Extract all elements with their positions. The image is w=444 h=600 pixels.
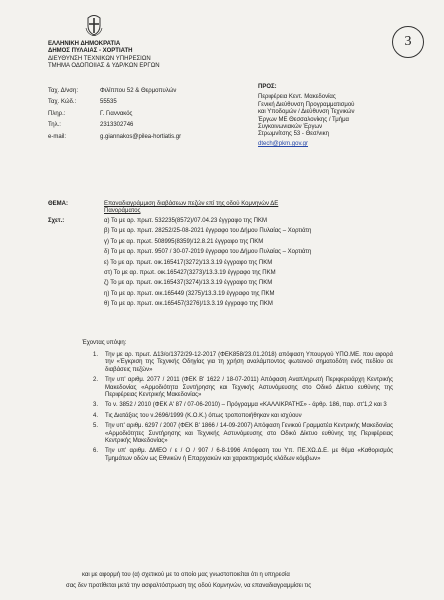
ref-item: ε) Το με αρ. πρωτ. οικ.165417(3272)/13.3.19 έγγραφο της ΠΚΜ (104, 259, 273, 266)
recipient-line: Στρωμνίτσης 53 - Θεσ/νικη (258, 131, 329, 138)
recipient-block (258, 84, 354, 148)
closing-line: σας δεν προτίθεται μετά την ασφαλτόστρωση της οδού Κομνηνών, να επαναδιαγραμμίσει τις (66, 583, 312, 590)
considering-item: 6. Την υπ' αριθμ. ΔΜΕΟ / ε / Ο / 907 / 6-8-1996 Απόφαση του Υπ. ΠΕ.ΧΩ.Δ.Ε. με θέμα «Καθορισμός Τμημάτων οδών ως Εθνικών ή Επαρχιακών και χαρακτηρισμός κλάδων κόμβων» (93, 448, 393, 462)
recipient-line: Περιφέρεια Κεντ. Μακεδονίας (258, 94, 336, 101)
closing-paragraph (66, 572, 396, 591)
considering-item: 5. Την υπ' αριθμ. 6297 / 2007 (ΦΕΚ Β' 1866 / 14-09-2007) Απόφαση Γενικού Γραμματέα Κεντρικής Μακεδονίας «Αρμοδιότητες Συντήρησης και Τεχνικής Αστυνόμευσης στο Οδικό Δίκτυο ευθύνης της Περιφέρειας Κεντρικής Μακεδονίας» (93, 423, 393, 445)
org-line: ΕΛΛΗΝΙΚΗ ΔΗΜΟΚΡΑΤΙΑ (48, 41, 121, 47)
recipient-line: Γενική Διεύθυνση Προγραμματισμού (258, 101, 355, 108)
contact-label: Τηλ.: (48, 122, 61, 129)
org-line: ΔΗΜΟΣ ΠΥΛΑΙΑΣ - ΧΟΡΤΙΑΤΗ (48, 48, 133, 55)
considering-item: 1. Την με αρ. πρωτ. Δ13/ο/1372/29-12-2017 (ΦΕΚ858/23.01.2018) απόφαση Υπουργού ΥΠΟ.ΜΕ. που αφορά την «Έγκριση της Τεχνικής Οδηγίας για τη χρήση αναλάμποντος φωτεινού σηματοδότη ενός πεδίου σε διαβάσεις πεζών» (93, 352, 393, 373)
ref-item: γ) Το με αρ. πρωτ. 508995(8359)/12.8.21 έγγραφο της ΠΚΜ (104, 238, 264, 245)
contact-value: Γ. Γιαννακός (100, 110, 133, 117)
recipient-line: Έργων ΜΕ Θεσσαλονίκης / Τμήμα (258, 116, 349, 123)
ref-item: β) Το με αρ. πρωτ. 28252/25-08-2021 έγγραφο του Δήμου Πυλαίας – Χορτιάτη (104, 228, 312, 235)
closing-line: και με αφορμή του (α) σχετικού με το οποίο μας γνωστοποιείται ότι η υπηρεσία (82, 572, 290, 578)
contact-block (48, 88, 181, 141)
considering-item: 4. Τις Διατάξεις του ν.2696/1999 (Κ.Ο.Κ.) όπως τροποποιήθηκαν και ισχύουν (93, 412, 302, 419)
recipient-email-link[interactable]: dtech@pkm.gov.gr (258, 140, 309, 147)
ref-item: θ) Το με αρ. πρωτ. οικ.165457(3276)/13.3.19 έγγραφο της ΠΚΜ (104, 301, 273, 308)
contact-label: e-mail: (48, 133, 67, 140)
ref-item: δ) Το με αρ. πρωτ. 9507 / 30-07-2019 έγγραφο του Δήμου Πυλαίας – Χορτιάτη (104, 249, 312, 256)
subject-line: Επαναδιαγράμμιση διαβάσεων πεζών επί της οδού Κομνηνών ΔΕ (104, 201, 279, 207)
contact-label: Πληρ.: (48, 110, 66, 117)
contact-value: 55535 (100, 99, 117, 106)
contact-value: Φιλίππου 52 & Θερμοπυλών (100, 88, 177, 94)
subject-line: Πανοράματος (104, 208, 141, 215)
refs-label: Σχετ.: (48, 218, 65, 224)
contact-value: 2313302746 (100, 122, 134, 129)
considering-item: 2. Την υπ' αριθμ. 2077 / 2011 (ΦΕΚ Β' 1622 / 18-07-2011) Απόφαση Αναπληρωτή Περιφερειάρχη Κεντρικής Μακεδονίας «Αρμοδιότητα Συντήρησης και Τεχνικής Αστυνόμευσης στο Οδικό Δίκτυο ευθύνης της Περιφέρειας Κεντρικής Μακεδονίας» (93, 377, 393, 399)
recipient-heading: ΠΡΟΣ: (258, 84, 277, 90)
subject-text (104, 201, 394, 216)
ref-item: η) Το με αρ. πρωτ. οικ.165449 (3275)/13.3.19 έγγραφο της ΠΚΜ (104, 290, 275, 297)
contact-label: Ταχ. Δ/νση: (48, 88, 79, 94)
greek-emblem-icon (85, 14, 103, 36)
org-line: ΔΙΕΥΘΥΝΣΗ ΤΕΧΝΙΚΩΝ ΥΠΗΡΕΣΙΩΝ (48, 55, 151, 62)
org-header (48, 41, 160, 71)
recipient-line: και Υποδομών / Διεύθυνση Τεχνικών (258, 109, 355, 116)
page-number-mark: 3 (392, 26, 424, 58)
considering-item: 3. Το ν. 3852 / 2010 (ΦΕΚ Α' 87 / 07-06-2010) – Πρόγραμμα «ΚΑΛΛΙΚΡΑΤΗΣ» - άρθρ. 186, παρ. στ'1,2 και 3 (93, 402, 387, 409)
recipient-line: Συγκοινωνιακών Έργων (258, 124, 323, 131)
ref-item: ζ) Το με αρ. πρωτ. οικ.165437(3274)/13.3.19 έγγραφο της ΠΚΜ (104, 280, 273, 287)
refs-list (104, 218, 311, 309)
contact-email[interactable]: g.giannakos@pilea-hortiatis.gr (100, 133, 182, 140)
subject-label: ΘΕΜΑ: (48, 201, 68, 207)
ref-item: στ) Το με αρ. πρωτ. οικ.165427(3273)/13.3.19 έγγραφο της ΠΚΜ (104, 270, 276, 277)
org-line: ΤΜΗΜΑ ΟΔΟΠΟΙΙΑΣ & ΥΔΡ/ΚΩΝ ΕΡΓΩΝ (48, 63, 160, 70)
considering-list (93, 352, 393, 466)
considering-heading: Έχοντας υπόψη: (82, 340, 127, 346)
ref-item: α) Το με αρ. πρωτ. 532235(8572)/07.04.23 έγγραφο της ΠΚΜ (104, 218, 268, 224)
contact-label: Ταχ. Κώδ.: (48, 99, 77, 106)
